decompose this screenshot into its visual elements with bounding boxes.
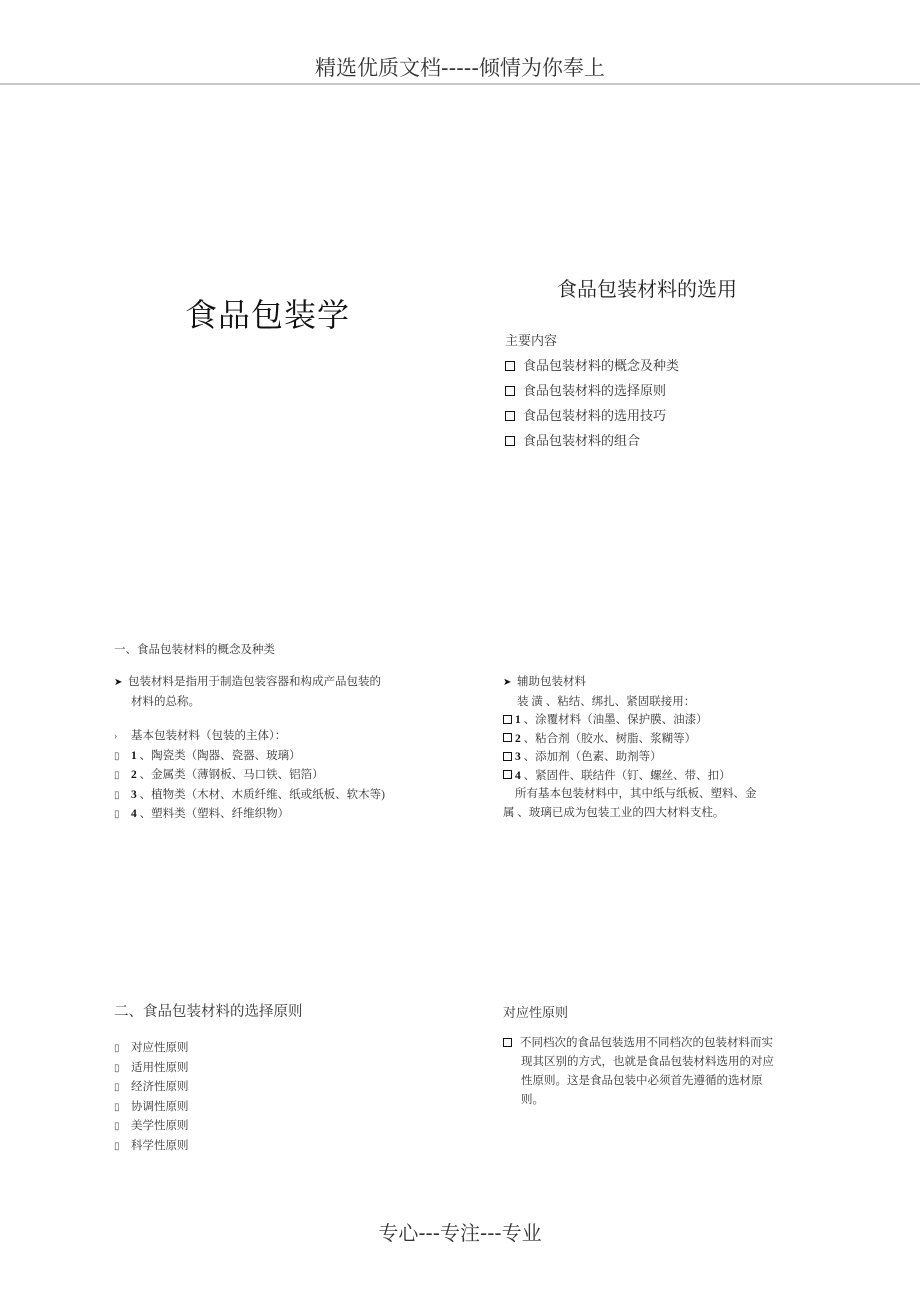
slide6-paragraph: 不同档次的食品包装选用不同档次的包装材料而实 现其区别的方式，也就是食品包装材料选用的对应 性原则。这是食品包装中必须首先遵循的选材原 则。 xyxy=(503,1034,774,1110)
checkbox-square-icon xyxy=(505,386,515,396)
bullet-icon: ▯ xyxy=(114,1082,120,1093)
bullet-icon: ▯ xyxy=(114,1121,120,1132)
checkbox-square-icon xyxy=(505,436,515,446)
list-item: ▯ 4 、塑料类（塑料、纤维织物） xyxy=(114,805,385,825)
list-item: ▯ 对应性原则 xyxy=(114,1039,189,1059)
list-item: 食品包装材料的概念及种类 xyxy=(505,353,679,378)
list-item: 3 、添加剂（色素、助剂等） xyxy=(503,748,757,767)
slide2-contents xyxy=(505,328,679,453)
bullet-icon: ▯ xyxy=(114,770,120,781)
checkbox-square-icon xyxy=(503,770,512,779)
arrow-bullet-icon: ➤ xyxy=(114,677,123,688)
slide5-principles-list xyxy=(114,1039,189,1156)
bullet-icon: ▯ xyxy=(114,1101,120,1113)
bullet-icon: › xyxy=(114,731,118,742)
checkbox-square-icon xyxy=(503,733,512,742)
list-item: 食品包装材料的选用技巧 xyxy=(505,403,679,428)
slide2-subtitle: 主要内容 xyxy=(505,333,558,348)
checkbox-square-icon xyxy=(505,411,515,421)
header-divider xyxy=(0,83,920,85)
slide3-title: 一、食品包装材料的概念及种类 xyxy=(114,644,275,656)
list-item: 2 、粘合剂（胶水、树脂、浆糊等） xyxy=(503,730,757,749)
bullet-icon: ▯ xyxy=(114,1062,120,1074)
bullet-icon: ▯ xyxy=(114,750,120,762)
slide4-summary-line1: 所有基本包装材料中，其中纸与纸板、塑料、金 xyxy=(515,788,757,800)
slide4-heading: 辅助包装材料 xyxy=(517,676,586,688)
list-item: ▯ 协调性原则 xyxy=(114,1098,189,1118)
slide4-aux-materials xyxy=(503,673,757,822)
page-footer: 专心---专注---专业 xyxy=(378,1221,542,1245)
list-item: ▯ 适用性原则 xyxy=(114,1059,189,1079)
list-item: 1 、涂覆材料（油墨、保护膜、油漆） xyxy=(503,711,757,730)
slide4-summary-line2: 属 、玻璃已成为包装工业的四大材料支柱。 xyxy=(503,806,725,819)
checkbox-square-icon xyxy=(503,715,512,724)
list-item: ▯ 2 、金属类（薄钢板、马口铁、铝箔） xyxy=(114,766,385,786)
list-item: ▯ 1 、陶瓷类（陶器、瓷器、玻璃） xyxy=(114,747,385,767)
page-header: 精选优质文档-----倾情为你奉上 xyxy=(315,56,605,80)
list-item: 食品包装材料的选择原则 xyxy=(505,378,679,403)
list-item: ▯ 经济性原则 xyxy=(114,1078,189,1098)
slide3-definition: ➤ 包装材料是指用于制造包装容器和构成产品包装的 材料的总称。 xyxy=(114,676,381,708)
list-item: 4 、紧固件、联结件（钉、螺丝、带、扣） xyxy=(503,767,757,786)
checkbox-square-icon xyxy=(505,361,515,371)
slide6-title: 对应性原则 xyxy=(503,1005,569,1020)
arrow-bullet-icon: ➤ xyxy=(503,677,512,688)
slide1-title: 食品包装学 xyxy=(185,297,351,333)
slide3-basic-materials: › 基本包装材料（包装的主体）： ▯ 1 、陶瓷类（陶器、瓷器、玻璃） ▯ 2 、金属类（薄钢板、马口铁、铝箔） ▯ 3 、植物类（木材、木质纤维、纸或纸板、软木等) ▯ 4 、塑料类（塑料、纤维织物） xyxy=(114,727,385,825)
list-item: ▯ 美学性原则 xyxy=(114,1117,189,1137)
slide2-title: 食品包装材料的选用 xyxy=(557,279,737,301)
list-item: ▯ 科学性原则 xyxy=(114,1137,189,1157)
list-item: ▯ 3 、植物类（木材、木质纤维、纸或纸板、软木等) xyxy=(114,786,385,806)
checkbox-square-icon xyxy=(503,1038,512,1047)
bullet-icon: ▯ xyxy=(114,1140,120,1152)
checkbox-square-icon xyxy=(503,752,512,761)
list-item: 食品包装材料的组合 xyxy=(505,428,679,453)
bullet-icon: ▯ xyxy=(114,809,120,820)
slide5-title: 二、食品包装材料的选择原则 xyxy=(114,1004,303,1020)
bullet-icon: ▯ xyxy=(114,789,120,801)
bullet-icon: ▯ xyxy=(114,1043,120,1054)
slide4-subheading: 装 潢 、粘结、绑扎、紧固联接用： xyxy=(517,695,696,708)
